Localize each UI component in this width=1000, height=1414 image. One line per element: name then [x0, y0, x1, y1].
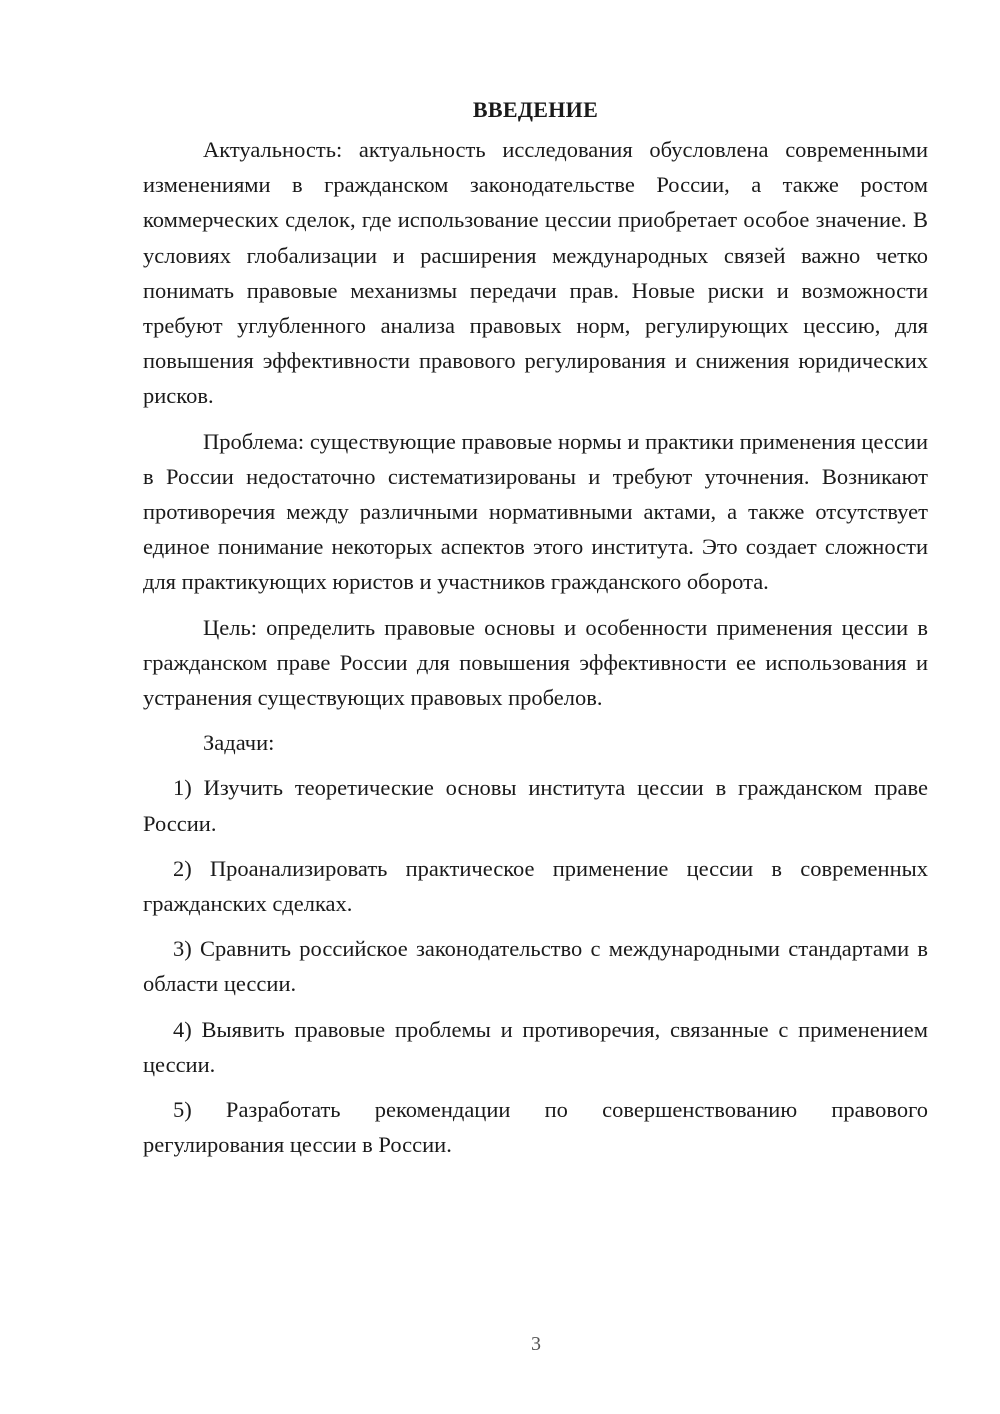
section-title: ВВЕДЕНИЕ: [472, 97, 599, 122]
paragraph-problem: Проблема: существующие правовые нормы и практики применения цессии в России недостаточно систематизированы и требуют уточнения. Возникают противоречия между различными нормативными актами, а также отсутствует единое понимание некоторых аспектов этого института. Это создает сложности для практикующих юристов и участников гражданского оборота.: [143, 428, 928, 595]
task-item: 4) Выявить правовые проблемы и противоречия, связанные с применением цессии.: [143, 1016, 928, 1077]
document-page: [143, 92, 928, 1172]
tasks-heading: Задачи:: [203, 730, 275, 756]
paragraph-relevance: Актуальность: актуальность исследования обусловлена современными изменениями в гражданском законодательстве России, а также ростом коммерческих сделок, где использование цессии приобретает особое значение. В условиях глобализации и расширения международных связей важно четко понимать правовые механизмы передачи прав. Новые риски и возможности требуют углубленного анализа правовых норм, регулирующих цессию, для повышения эффективности правового регулирования и снижения юридических рисков.: [143, 137, 928, 409]
task-item: 3) Сравнить российское законодательство с международными стандартами в области цессии.: [143, 936, 928, 997]
task-item: 5) Разработать рекомендации по совершенствованию правового регулирования цессии в России.: [143, 1097, 928, 1158]
paragraph-goal: Цель: определить правовые основы и особенности применения цессии в гражданском праве России для повышения эффективности ее использования и устранения существующих правовых пробелов.: [143, 614, 928, 711]
task-item: 2) Проанализировать практическое применение цессии в современных гражданских сделках.: [143, 855, 928, 917]
page-number: 3: [531, 1333, 541, 1355]
task-item: 1) Изучить теоретические основы института цессии в гражданском праве России.: [143, 775, 928, 836]
